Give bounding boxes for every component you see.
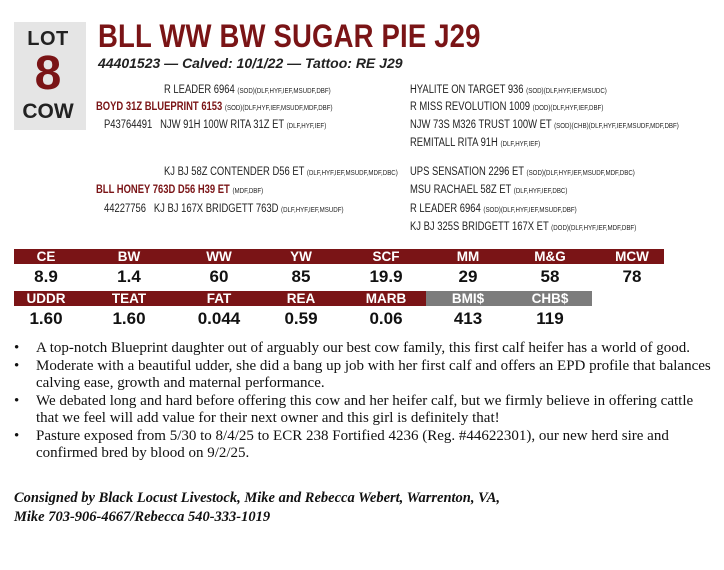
consignor-info (14, 489, 500, 527)
pedigree-ds-dam: MSU RACHAEL 58Z ET (DLF,HYF,IEF,DBC) (410, 184, 568, 196)
epd-value-row-1 (14, 267, 664, 289)
epd-label-bmi: BMI$ (451, 291, 485, 306)
note-item: • A top-notch Blueprint daughter out of arguably our best cow family, this first calf heifer has a world of good. (14, 340, 714, 357)
epd-value-mg: 58 (540, 267, 560, 286)
epd-value-yw: 85 (291, 267, 311, 286)
consignor-contact: Mike 703-906-4667/Rebecca 540-333-1019 (14, 509, 271, 525)
epd-label-yw: YW (290, 249, 312, 264)
pedigree-dam-sire: KJ BJ 58Z CONTENDER D56 ET (DLF,HYF,IEF,MSUDF,MDF,DBC) (164, 166, 398, 178)
epd-label-scf: SCF (372, 249, 400, 264)
lot-sex: COW (22, 100, 74, 123)
epd-label-bw: BW (117, 249, 141, 264)
epd-value-mm: 29 (458, 267, 478, 286)
epd-value-row-2 (14, 309, 664, 331)
pedigree-dam-dam: 44227756 KJ BJ 167X BRIDGETT 763D (DLF,HYF,IEF,MSUDF) (104, 203, 344, 215)
pedigree-dd-sire: R LEADER 6964 (SOD)(DLF,HYF,IEF,MSUDF,DBF) (410, 203, 577, 215)
epd-label-mg: M&G (534, 249, 566, 264)
epd-value-ww: 60 (209, 267, 229, 286)
epd-label-mm: MM (456, 249, 480, 264)
epd-value-marb: 0.06 (369, 309, 403, 328)
epd-label-chb: CHB$ (531, 291, 569, 306)
epd-value-mcw: 78 (622, 267, 642, 286)
epd-value-bw: 1.4 (117, 267, 141, 286)
epd-label-marb: MARB (365, 291, 407, 306)
animal-name: BLL WW BW SUGAR PIE J29 (98, 18, 481, 54)
lot-number: 8 (34, 47, 62, 100)
pedigree-sd-dam: REMITALL RITA 91H (DLF,HYF,IEF) (410, 137, 541, 149)
epd-value-chb: 119 (536, 309, 564, 328)
pedigree-sire-sire: R LEADER 6964 (SOD)(DLF,HYF,IEF,MSUDF,DBF) (164, 84, 331, 96)
pedigree-sire: BOYD 31Z BLUEPRINT 6153 (SOD)(DLF,HYF,IEF,MSUDF,MDF,DBF) (96, 101, 333, 113)
epd-label-ce: CE (36, 249, 56, 264)
pedigree-ss-dam: R MISS REVOLUTION 1009 (DOD)(DLF,HYF,IEF,DBF) (410, 101, 604, 113)
epd-header-row-1 (14, 249, 664, 264)
pedigree-sd-sire: NJW 73S M326 TRUST 100W ET (SOD)(CHB)(DLF,HYF,IEF,MSUDF,MDF,DBF) (410, 119, 679, 131)
epd-label-mcw: MCW (615, 249, 649, 264)
pedigree-ds-sire: UPS SENSATION 2296 ET (SOD)(DLF,HYF,IEF,MSUDF,MDF,DBC) (410, 166, 635, 178)
pedigree-sire-dam: P43764491 NJW 91H 100W RITA 31Z ET (DLF,HYF,IEF) (104, 119, 327, 131)
note-item: • Moderate with a beautiful udder, she did a bang up job with her first calf and offers an EPD profile that balances calving ease, growth and maternal performance. (14, 358, 714, 392)
epd-value-fat: 0.044 (197, 309, 241, 328)
epd-value-bmi: 413 (453, 309, 483, 328)
epd-value-teat: 1.60 (112, 309, 146, 328)
epd-value-uddr: 1.60 (29, 309, 63, 328)
pedigree-ss-sire: HYALITE ON TARGET 936 (SOD)(DLF,HYF,IEF,MSUDC) (410, 84, 607, 96)
epd-header-row-2 (14, 291, 592, 306)
epd-value-ce: 8.9 (34, 267, 58, 286)
epd-value-scf: 19.9 (369, 267, 403, 286)
note-item: • Pasture exposed from 5/30 to 8/4/25 to ECR 238 Fortified 4236 (Reg. #44622301), our new herd sire and confirmed bred by blood on 9/2/25. (14, 428, 714, 462)
consignor-line-1: Consigned by Black Locust Livestock, Mike and Rebecca Webert, Warrenton, VA, (14, 490, 501, 506)
epd-label-uddr: UDDR (26, 291, 66, 306)
epd-value-rea: 0.59 (284, 309, 318, 328)
pedigree-dd-dam: KJ BJ 325S BRIDGETT 167X ET (DOD)(DLF,HYF,IEF,MDF,DBF) (410, 221, 637, 233)
pedigree-dam: BLL HONEY 763D D56 H39 ET (MDF,DBF) (96, 184, 264, 196)
epd-label-ww: WW (206, 249, 232, 264)
note-item: • We debated long and hard before offering this cow and her heifer calf, but we firmly believe in offering cattle that we feel will add value for their next owner and this girl is definitely that! (14, 393, 714, 427)
animal-info: 44401523 — Calved: 10/1/22 — Tattoo: RE J29 (98, 55, 403, 71)
epd-label-rea: REA (286, 291, 316, 306)
lot-word: LOT (27, 28, 69, 50)
epd-label-teat: TEAT (111, 291, 147, 306)
epd-label-fat: FAT (206, 291, 232, 306)
lot-notes (14, 340, 714, 463)
